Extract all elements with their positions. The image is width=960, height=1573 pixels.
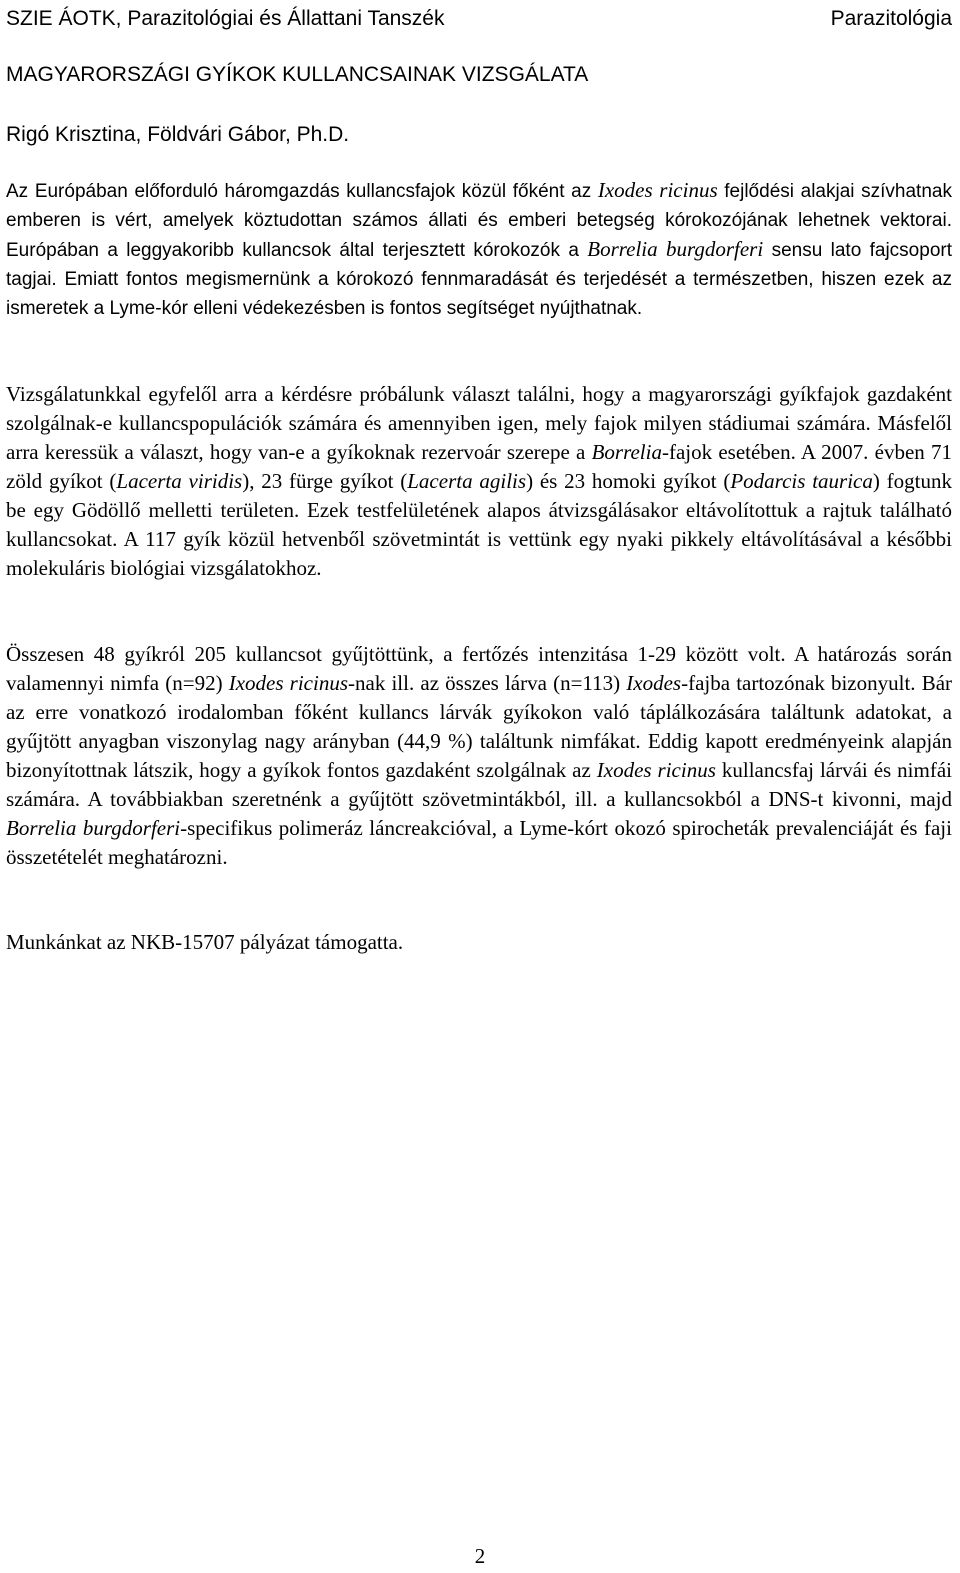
paragraph-acknowledgement: Munkánkat az NKB-15707 pályázat támogatta.	[6, 930, 404, 954]
species-name: Lacerta viridis	[116, 469, 243, 493]
subject-label: Parazitológia	[830, 7, 952, 30]
page-number: 2	[474, 1544, 486, 1568]
species-name: Borrelia burgdorferi	[6, 816, 181, 840]
paragraph-intro	[6, 176, 952, 323]
genus-name: Borrelia	[591, 440, 662, 464]
text-run: -specifikus polimeráz láncreakcióval, a Lyme-kórt okozó spirocheták prevalenciáját és faji összetételét meghatározni.	[6, 816, 952, 869]
species-name: Ixodes ricinus	[596, 758, 716, 782]
page-header	[6, 6, 952, 36]
text-run: -fajok esetében. A 2007. évben 71 zöld gyíkot (	[6, 440, 953, 493]
species-name: Lacerta agilis	[407, 469, 527, 493]
paragraph-methods	[6, 380, 952, 583]
text-run: ) fogtunk be egy Gödöllő melletti területen. Ezek testfelületének alapos átvizsgálásakor eltávolítottuk a rajtuk található kullancsokat. A 117 gyík közül hetvenből szövetmintát is vettünk egy nyaki pikkely eltávolításával a későbbi molekuláris biológiai vizsgálatokhoz.	[6, 469, 952, 580]
paragraph-results	[6, 640, 952, 872]
text-run: Összesen 48 gyíkról 205 kullancsot gyűjtöttünk, a fertőzés intenzitása 1-29 között volt. A határozás során valamennyi nimfa (n=92)	[6, 642, 952, 695]
species-name: Borrelia burgdorferi	[587, 237, 764, 261]
document-title: MAGYARORSZÁGI GYÍKOK KULLANCSAINAK VIZSGÁLATA	[6, 63, 589, 86]
species-name: Podarcis taurica	[730, 469, 873, 493]
genus-name: Ixodes	[626, 671, 682, 695]
text-run: Az Európában előforduló háromgazdás kullancsfajok közül főként az	[6, 181, 598, 202]
text-run: ) és 23 homoki gyíkot (	[526, 469, 731, 493]
text-run: -fajba tartozónak bizonyult. Bár az erre vonatkozó irodalomban főként kullancs lárvák gyíkokon való táplálkozására találtunk adatokat, a gyűjtött anyagban viszonylag nagy arányban (44,9 %) találtunk nimfákat. Eddig kapott eredményeink alapján bizonyítottnak látszik, hogy a gyíkok fontos gazdaként szolgálnak az	[6, 671, 953, 782]
species-name: Ixodes ricinus	[597, 178, 718, 202]
text-run: kullancsfaj lárvái és nimfái számára. A továbbiakban szeretnénk a gyűjtött szövetmintákból, ill. a kullancsokból a DNS-t kivonni, majd	[6, 758, 952, 811]
text-run: ), 23 fürge gyíkot (	[242, 469, 408, 493]
text-run: sensu lato fajcsoport tagjai. Emiatt fontos megismernünk a kórokozó fennmaradását és terjedését a természetben, hiszen ezek az ismeretek a Lyme-kór elleni védekezésben is fontos segítséget nyújthatnak.	[6, 240, 952, 319]
text-run: -nak ill. az összes lárva (n=113)	[348, 671, 627, 695]
authors-line: Rigó Krisztina, Földvári Gábor, Ph.D.	[6, 123, 350, 146]
text-run: Vizsgálatunkkal egyfelől arra a kérdésre próbálunk választ találni, hogy a magyarországi gyíkfajok gazdaként szolgálnak-e kullancspopulációk számára és amennyiben igen, mely fajok milyen stádiumai számára. Másfelől arra keressük a választ, hogy van-e a gyíkoknak rezervoár szerepe a	[6, 382, 952, 464]
species-name: Ixodes ricinus	[228, 671, 349, 695]
text-run: fejlődési alakjai szívhatnak emberen is vért, amelyek köztudottan számos állati és emberi betegség kórokozójának lehetnek vektorai. Európában a leggyakoribb kullancsok által terjesztett kórokozók a	[6, 181, 952, 261]
institution-name: SZIE ÁOTK, Parazitológiai és Állattani Tanszék	[6, 7, 445, 30]
